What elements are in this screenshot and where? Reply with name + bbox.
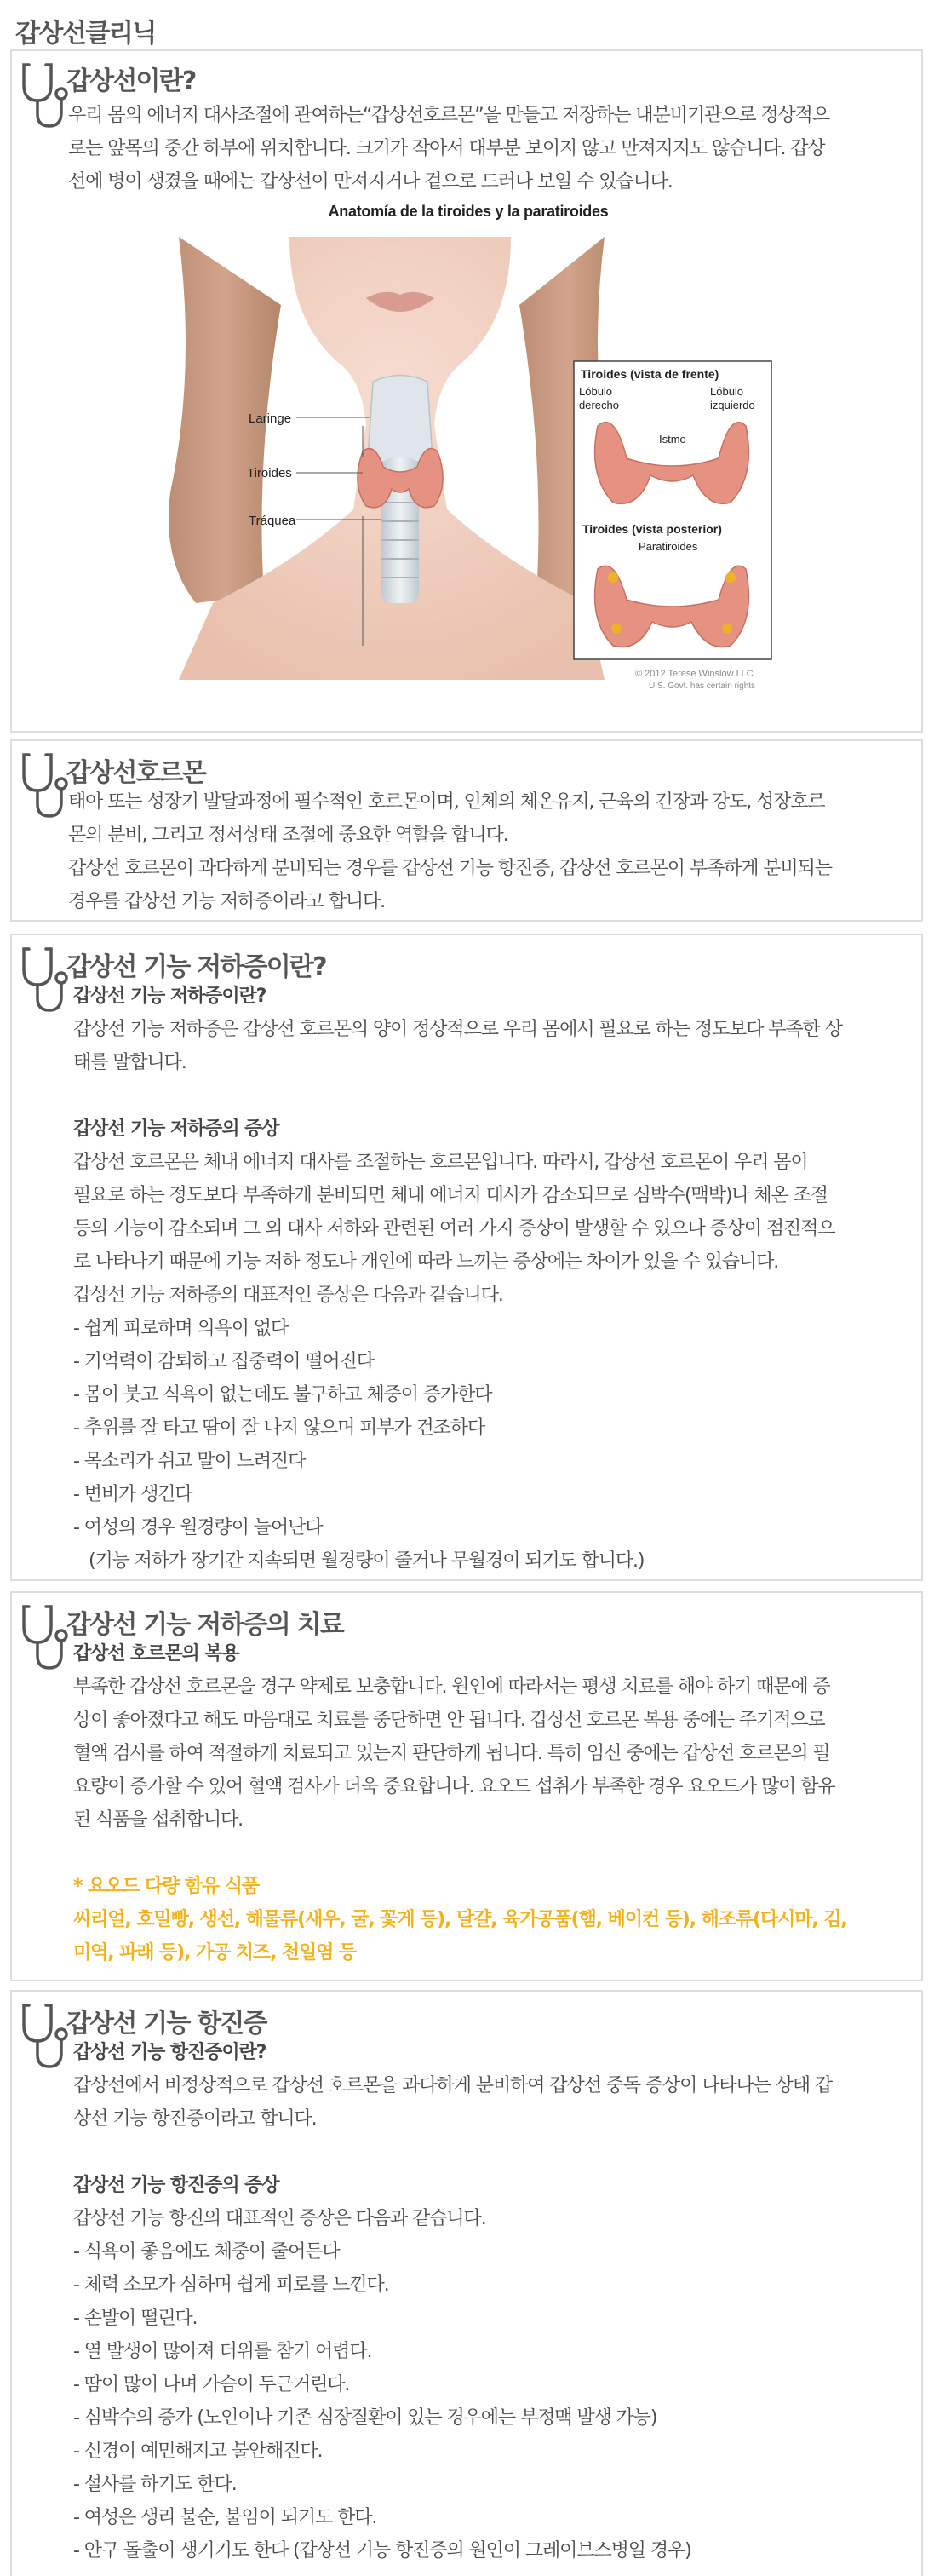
inset-front-title: Tiroides (vista de frente) — [581, 367, 719, 381]
page-title: 갑상선클리닉 — [15, 19, 156, 49]
text-line: 필요로 하는 정도보다 부족하게 분비되면 체내 에너지 대사가 감소되므로 심박수(맥박)나 체온 조절 — [73, 1185, 828, 1206]
list-item: - 설사를 하기도 한다. — [73, 2474, 237, 2495]
iodine-foods-line: 씨리얼, 호밀빵, 생선, 해물류(새우, 굴, 꽃게 등), 달걀, 육가공품(햄, 베이컨 등), 해조류(다시마, 김, — [73, 1909, 847, 1930]
text-line: 갑상선 기능 저하증의 대표적인 증상은 다음과 같습니다. — [73, 1285, 503, 1306]
list-item: - 변비가 생긴다 — [73, 1484, 192, 1505]
subheading: 갑상선 기능 항진증이란? — [73, 2042, 266, 2063]
label-istmo: Istmo — [659, 433, 686, 446]
section-body — [73, 980, 916, 1578]
list-item: - 몸이 붓고 식욕이 없는데도 불구하고 체중이 증가한다 — [73, 1384, 492, 1406]
text-line: 갑상선 기능 항진의 대표적인 증상은 다음과 같습니다. — [73, 2208, 486, 2229]
list-item: - 손발이 떨린다. — [73, 2308, 198, 2329]
inset-back-title: Tiroides (vista posterior) — [582, 522, 722, 536]
text-line: 혈액 검사를 하여 적절하게 치료되고 있는지 판단하게 됩니다. 특히 임신 중에는 갑상선 호르몬의 필 — [73, 1743, 830, 1764]
label-lobulo-izquierdo-2: izquierdo — [710, 399, 755, 411]
section-title: 갑상선 기능 저하증의 치료 — [66, 1610, 343, 1640]
subheading: 갑상선 기능 저하증이란? — [73, 986, 266, 1007]
text-line: 상선 기능 항진증이라고 합니다. — [73, 2108, 317, 2130]
text-line: 갑상선 호르몬은 체내 에너지 대사를 조절하는 호르몬입니다. 따라서, 갑상선 호르몬이 우리 몸이 — [73, 1152, 808, 1173]
thyroid-anatomy-figure — [162, 203, 775, 716]
text-line: 요량이 증가할 수 있어 혈액 검사가 더욱 중요합니다. 요오드 섭취가 부족한 경우 요오드가 많이 함유 — [73, 1776, 835, 1797]
list-item: - 기억력이 감퇴하고 집중력이 떨어진다 — [73, 1351, 374, 1372]
copyright-line-2: U.S. Govt. has certain rights — [649, 681, 756, 691]
text-line: 부족한 갑상선 호르몬을 경구 약제로 보충합니다. 원인에 따라서는 평생 치료를 해야 하기 때문에 증 — [73, 1676, 830, 1698]
text-line: 선에 병이 생겼을 때에는 갑상선이 만져지거나 겉으로 드러나 보일 수 있습니다. — [68, 171, 673, 193]
list-item: - 열 발생이 많아져 더위를 참기 어렵다. — [73, 2341, 372, 2362]
list-item: - 심박수의 증가 (노인이나 기존 심장질환이 있는 경우에는 부정맥 발생 가능) — [73, 2407, 657, 2429]
text-line: 갑상선 기능 저하증은 갑상선 호르몬의 양이 정상적으로 우리 몸에서 필요로 하는 정도보다 부족한 상 — [73, 1019, 842, 1040]
text-line: 태를 말합니다. — [73, 1052, 186, 1073]
label-tiroides: Tiroides — [247, 466, 292, 480]
stethoscope-icon — [19, 58, 73, 135]
stethoscope-icon — [19, 1998, 73, 2075]
section-title: 갑상선 기능 저하증이란? — [66, 952, 326, 982]
text-line: 갑상선에서 비정상적으로 갑상선 호르몬을 과다하게 분비하여 갑상선 중독 증상이 나타나는 상태 갑 — [73, 2075, 833, 2096]
section-hypothyroidism — [10, 934, 923, 1581]
label-traquea: Tráquea — [249, 514, 296, 528]
anatomy-illustration — [162, 203, 775, 716]
stethoscope-icon — [19, 748, 73, 825]
text-line: 로 나타나기 때문에 기능 저하 정도나 개인에 따라 느끼는 증상에는 차이가 있을 수 있습니다. — [73, 1251, 779, 1273]
list-note: (기능 저하가 장기간 지속되면 월경량이 줄거나 무월경이 되기도 합니다.) — [89, 1550, 645, 1572]
text-line: 갑상선 호르몬이 과다하게 분비되는 경우를 갑상선 기능 항진증, 갑상선 호르몬이 부족하게 분비되는 — [68, 858, 832, 879]
section-body — [73, 1637, 916, 1969]
copyright-line-1: © 2012 Terese Winslow LLC — [635, 669, 754, 679]
text-line: 등의 기능이 감소되며 그 외 대사 저하와 관련된 여러 가지 증상이 발생할 수 있으나 증상이 점진적으 — [73, 1218, 835, 1239]
label-lobulo-derecho-2: derecho — [579, 399, 619, 411]
section-what-is-thyroid — [10, 49, 923, 733]
label-lobulo-izquierdo-1: Lóbulo — [710, 385, 744, 398]
list-item: - 신경이 예민해지고 불안해진다. — [73, 2441, 323, 2462]
text-line: 경우를 갑상선 기능 저하증이라고 합니다. — [68, 891, 386, 912]
label-paratiroides: Paratiroides — [639, 540, 698, 553]
subheading: 갑상선 기능 저하증의 증상 — [73, 1118, 279, 1140]
text-line: 몬의 분비, 그리고 정서상태 조절에 중요한 역할을 합니다. — [68, 825, 508, 846]
section-body — [68, 785, 911, 918]
label-lobulo-derecho-1: Lóbulo — [579, 385, 613, 398]
list-item: - 목소리가 쉬고 말이 느려진다 — [73, 1451, 306, 1472]
list-item: - 여성의 경우 월경량이 늘어난다 — [73, 1517, 323, 1538]
section-body — [73, 2036, 916, 2567]
list-item: - 안구 돌출이 생기기도 한다 (갑상선 기능 항진증의 원인이 그레이브스병일 경우) — [73, 2540, 691, 2562]
section-title: 갑상선이란? — [66, 66, 196, 96]
list-item: - 여성은 생리 불순, 불임이 되기도 한다. — [73, 2507, 377, 2528]
text-line: 로는 앞목의 중간 하부에 위치합니다. 크기가 작아서 대부분 보이지 않고 만져지지도 않습니다. 갑상 — [68, 138, 825, 159]
section-hyperthyroidism — [10, 1990, 923, 2576]
subheading: 갑상선 호르몬의 복용 — [73, 1643, 239, 1665]
section-title: 갑상선호르몬 — [66, 758, 206, 788]
iodine-foods-title: * 요오드 다량 함유 식품 — [73, 1876, 260, 1897]
text-line: 된 식품을 섭취합니다. — [73, 1809, 244, 1831]
list-item: - 추위를 잘 타고 땀이 잘 나지 않으며 피부가 건조하다 — [73, 1417, 485, 1439]
stethoscope-icon — [19, 1600, 73, 1676]
section-body — [68, 99, 911, 198]
section-thyroid-hormone — [10, 739, 923, 922]
text-line: 태아 또는 성장기 발달과정에 필수적인 호르몬이며, 인체의 체온유지, 근육의 긴장과 강도, 성장호르 — [68, 791, 825, 813]
list-item: - 식욕이 좋음에도 체중이 줄어든다 — [73, 2241, 340, 2263]
section-hypothyroidism-treatment — [10, 1591, 923, 1981]
figure-caption: Anatomía de la tiroides y la paratiroides — [328, 203, 609, 220]
text-line: 상이 좋아졌다고 해도 마음대로 치료를 중단하면 안 됩니다. 갑상선 호르몬 복용 중에는 주기적으로 — [73, 1710, 825, 1731]
text-line: 우리 몸의 에너지 대사조절에 관여하는“갑상선호르몬”을 만들고 저장하는 내분비기관으로 정상적으 — [68, 105, 829, 126]
list-item: - 땀이 많이 나며 가슴이 두근거린다. — [73, 2374, 350, 2395]
stethoscope-icon — [19, 942, 73, 1019]
list-item: - 쉽게 피로하며 의욕이 없다 — [73, 1318, 289, 1339]
label-laringe: Laringe — [249, 411, 292, 426]
section-title: 갑상선 기능 항진증 — [66, 2009, 266, 2038]
list-item: - 체력 소모가 심하며 쉽게 피로를 느낀다. — [73, 2274, 389, 2296]
iodine-foods-line: 미역, 파래 등), 가공 치즈, 천일염 등 — [73, 1942, 357, 1964]
subheading: 갑상선 기능 항진증의 증상 — [73, 2175, 279, 2196]
